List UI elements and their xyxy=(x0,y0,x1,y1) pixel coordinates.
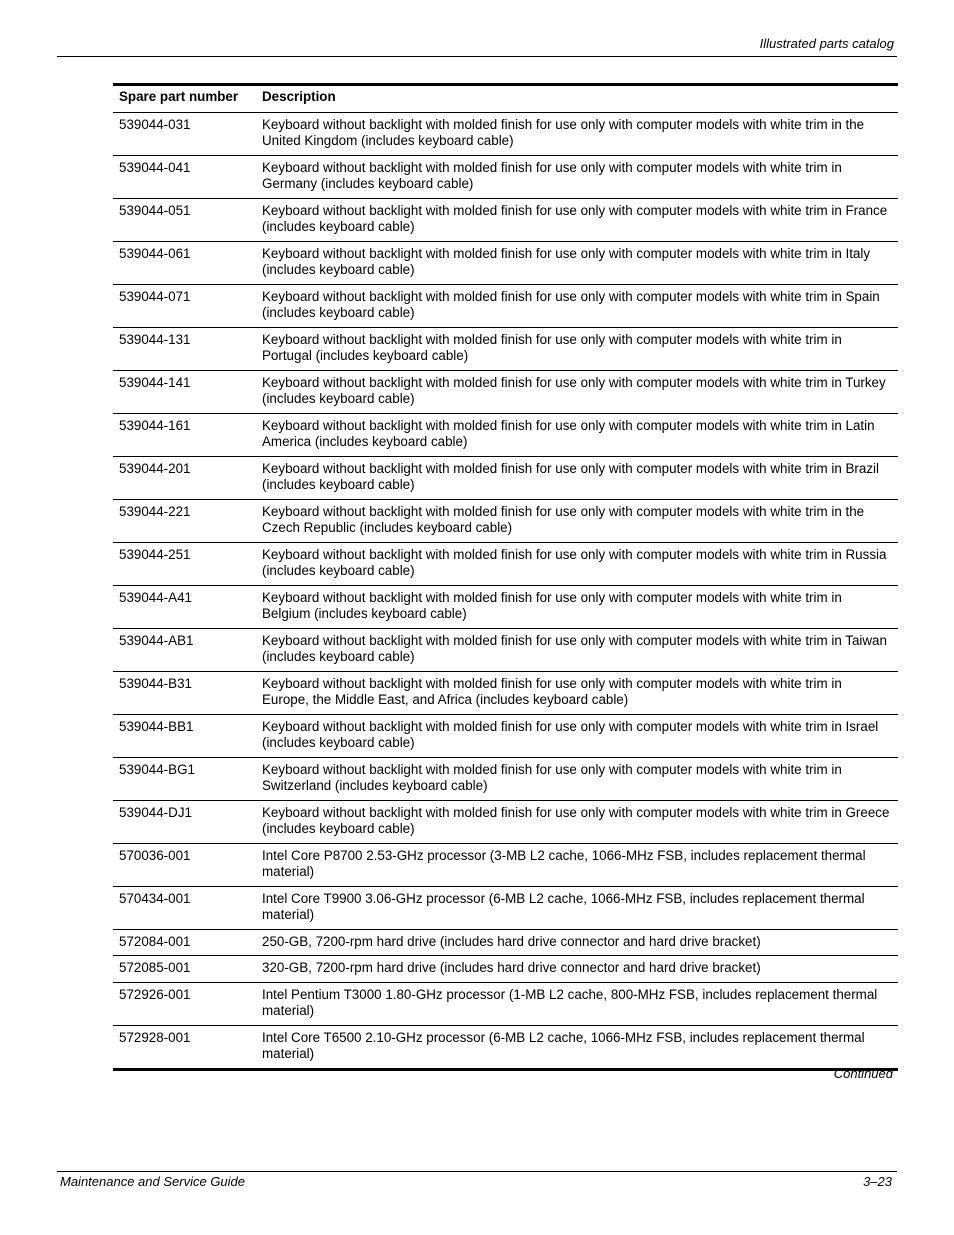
spare-part-number-cell: 539044-031 xyxy=(119,116,191,132)
spare-part-number-cell: 539044-B31 xyxy=(119,675,192,691)
table-row xyxy=(113,284,898,327)
table-row xyxy=(113,714,898,757)
spare-part-number-cell: 539044-251 xyxy=(119,546,191,562)
table-row xyxy=(113,671,898,714)
spare-part-number-cell: 539044-161 xyxy=(119,417,191,433)
footer-page-number: 3–23 xyxy=(863,1174,892,1189)
footer-guide-title: Maintenance and Service Guide xyxy=(60,1174,246,1189)
spare-part-number-cell: 539044-071 xyxy=(119,288,191,304)
table-row xyxy=(113,886,898,929)
description-cell: Intel Pentium T3000 1.80-GHz processor (1-MB L2 cache, 800-MHz FSB, includes replacement thermal material) xyxy=(262,986,878,1018)
description-cell: Keyboard without backlight with molded finish for use only with computer models with white trim in Latin America (includes keyboard cable) xyxy=(262,417,875,449)
description-cell: Keyboard without backlight with molded finish for use only with computer models with white trim in Spain (includes keyboard cable) xyxy=(262,288,880,320)
table-row xyxy=(113,800,898,843)
table-row xyxy=(113,413,898,456)
table-row xyxy=(113,982,898,1025)
spare-part-number-cell: 539044-BB1 xyxy=(119,718,194,734)
description-cell: Intel Core T9900 3.06-GHz processor (6-MB L2 cache, 1066-MHz FSB, includes replacement thermal material) xyxy=(262,890,865,922)
description-cell: Intel Core P8700 2.53-GHz processor (3-MB L2 cache, 1066-MHz FSB, includes replacement thermal material) xyxy=(262,847,866,879)
table-row xyxy=(113,757,898,800)
spare-part-number-cell: 539044-041 xyxy=(119,159,191,175)
description-cell: Keyboard without backlight with molded finish for use only with computer models with white trim in Belgium (includes keyboard cable) xyxy=(262,589,842,621)
table-row xyxy=(113,843,898,886)
table-row xyxy=(113,628,898,671)
description-cell: Keyboard without backlight with molded finish for use only with computer models with white trim in Brazil (includes keyboard cable) xyxy=(262,460,879,492)
section-title: Illustrated parts catalog xyxy=(759,36,894,51)
description-cell: Keyboard without backlight with molded finish for use only with computer models with white trim in the United Kingdom (includes keyboard cable) xyxy=(262,116,865,148)
description-cell: Keyboard without backlight with molded finish for use only with computer models with white trim in France (includes keyboard cable) xyxy=(262,202,888,234)
description-cell: 320-GB, 7200-rpm hard drive (includes hard drive connector and hard drive bracket) xyxy=(262,960,761,975)
footer-rule xyxy=(57,1171,897,1172)
column-header-description: Description xyxy=(262,89,336,104)
table-row xyxy=(113,155,898,198)
description-cell: Keyboard without backlight with molded finish for use only with computer models with white trim in Germany (includes keyboard cable) xyxy=(262,159,842,191)
column-header-part-number: Spare part number xyxy=(119,89,239,104)
continued-label: Continued xyxy=(833,1066,893,1081)
description-cell: Keyboard without backlight with molded finish for use only with computer models with white trim in Taiwan (includes keyboard cable) xyxy=(262,632,887,664)
spare-part-number-cell: 539044-141 xyxy=(119,374,191,390)
description-cell: Keyboard without backlight with molded finish for use only with computer models with white trim in the Czech Republic (includes keyboard cable) xyxy=(262,503,865,535)
table-row xyxy=(113,585,898,628)
table-row xyxy=(113,241,898,284)
table-row xyxy=(113,1025,898,1069)
table-row xyxy=(113,456,898,499)
parts-table xyxy=(113,83,898,1071)
description-cell: Keyboard without backlight with molded finish for use only with computer models with white trim in Italy (includes keyboard cable) xyxy=(262,245,871,277)
spare-part-number-cell: 539044-A41 xyxy=(119,589,192,605)
table-row xyxy=(113,956,898,983)
spare-part-number-cell: 570036-001 xyxy=(119,847,191,863)
spare-part-number-cell: 572085-001 xyxy=(119,960,191,975)
description-cell: Keyboard without backlight with molded finish for use only with computer models with white trim in Portugal (includes keyboard cable) xyxy=(262,331,842,363)
table-row xyxy=(113,929,898,956)
header-rule xyxy=(57,56,897,57)
table-row xyxy=(113,327,898,370)
table-row xyxy=(113,198,898,241)
description-cell: Keyboard without backlight with molded finish for use only with computer models with white trim in Turkey (includes keyboard cable) xyxy=(262,374,886,406)
spare-part-number-cell: 539044-051 xyxy=(119,202,191,218)
description-cell: Keyboard without backlight with molded finish for use only with computer models with white trim in Russia (includes keyboard cable) xyxy=(262,546,887,578)
spare-part-number-cell: 539044-061 xyxy=(119,245,191,261)
spare-part-number-cell: 539044-221 xyxy=(119,503,191,519)
description-cell: Keyboard without backlight with molded finish for use only with computer models with white trim in Greece (includes keyboard cable) xyxy=(262,804,890,836)
description-cell: Intel Core T6500 2.10-GHz processor (6-MB L2 cache, 1066-MHz FSB, includes replacement thermal material) xyxy=(262,1029,865,1061)
spare-part-number-cell: 572926-001 xyxy=(119,986,191,1002)
spare-part-number-cell: 539044-AB1 xyxy=(119,632,194,648)
spare-part-number-cell: 539044-DJ1 xyxy=(119,804,192,820)
spare-part-number-cell: 539044-201 xyxy=(119,460,191,476)
spare-part-number-cell: 572084-001 xyxy=(119,933,191,949)
table-row xyxy=(113,542,898,585)
description-cell: Keyboard without backlight with molded finish for use only with computer models with white trim in Israel (includes keyboard cable) xyxy=(262,718,879,750)
spare-part-number-cell: 572928-001 xyxy=(119,1029,191,1045)
spare-part-number-cell: 539044-BG1 xyxy=(119,761,195,777)
table-header-row xyxy=(113,85,898,113)
table-row xyxy=(113,370,898,413)
spare-part-number-cell: 539044-131 xyxy=(119,331,191,347)
spare-part-number-cell: 570434-001 xyxy=(119,890,191,906)
parts-table-body xyxy=(113,112,898,1069)
table-row xyxy=(113,112,898,155)
table-row xyxy=(113,499,898,542)
description-cell: Keyboard without backlight with molded finish for use only with computer models with white trim in Switzerland (includes keyboard cable) xyxy=(262,761,842,793)
description-cell: Keyboard without backlight with molded finish for use only with computer models with white trim in Europe, the Middle East, and Africa (includes keyboard cable) xyxy=(262,675,842,707)
description-cell: 250-GB, 7200-rpm hard drive (includes hard drive connector and hard drive bracket) xyxy=(262,933,761,949)
